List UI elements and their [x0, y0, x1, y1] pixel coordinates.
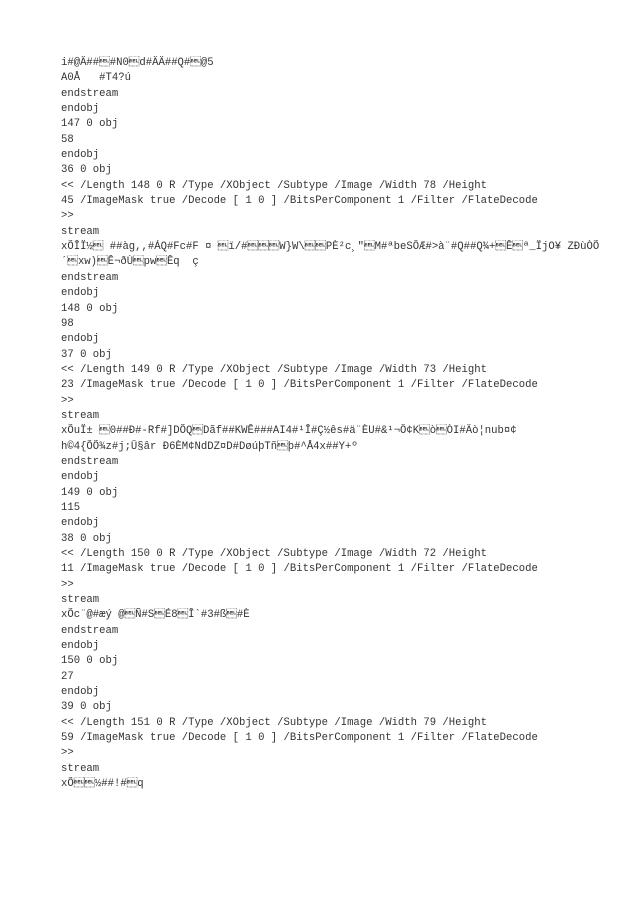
text-line: 147 0 obj [61, 118, 119, 131]
text-line: << /Length 151 0 R /Type /XObject /Subtype /Image /Width 79 /Height [61, 716, 487, 729]
text-line: << /Length 148 0 R /Type /XObject /Subtype /Image /Width 78 /Height [61, 179, 487, 192]
text-line: 37 0 obj [61, 348, 112, 361]
text-line: 98 [61, 317, 74, 330]
text-line: xÕÎÏ½ ##àg,,#ÁQ#Fc#F ¤ ï/#W}W\PÈ²c¸"M#ªbeSÔÆ#>à¨#Q##Q¾+Êª_ÏjO¥ ZÐùÒÕ [61, 241, 600, 254]
text-line: stream [61, 409, 100, 422]
text-line: << /Length 150 0 R /Type /XObject /Subtype /Image /Width 72 /Height [61, 548, 487, 560]
text-line: 148 0 obj [61, 302, 119, 315]
text-line: 115 [61, 501, 81, 514]
text-line: 39 0 obj [61, 701, 112, 714]
text-line: endobj [61, 471, 100, 484]
text-line: ´xw)Ê¬ðÙpwÊq ç [61, 256, 199, 269]
text-line: endobj [61, 149, 100, 162]
text-line: 58 [61, 133, 74, 146]
text-line: i#@Ä###N0d#ÄÄ##Q#@5 [61, 57, 214, 69]
text-line: >> [61, 394, 74, 407]
text-line: 36 0 obj [61, 164, 112, 177]
text-line: endstream [61, 271, 119, 284]
text-line: endobj [61, 686, 100, 699]
text-line: endstream [61, 455, 119, 468]
text-line: 150 0 obj [61, 655, 119, 668]
text-line: endstream [61, 87, 119, 100]
text-line: 38 0 obj [61, 532, 112, 545]
text-line: 27 [61, 670, 74, 683]
text-line: >> [61, 210, 74, 223]
text-line: xÕc¨@#æý @Ñ#SÉ8Î`#3#ß#È [61, 609, 250, 622]
text-line: endobj [61, 333, 100, 346]
text-line: xÕuÏ± 0##Ð#-Rf#]DÕQDãf##KWÊ###AI4#¹Î#Ç½ês#ä¨ÈU#&¹¬Ô¢KòÒI#Äò¦nub¤¢ [61, 425, 517, 438]
text-line: << /Length 149 0 R /Type /XObject /Subtype /Image /Width 73 /Height [61, 363, 487, 376]
text-line: h©4{ÕÕ¾z#j;Û§âr Ð6ÈM¢NdDZ¤D#DøúþTñþ#^Å4x##Y+º [61, 440, 358, 453]
text-line: endobj [61, 517, 100, 530]
text-line: >> [61, 578, 74, 591]
text-line: 11 /ImageMask true /Decode [ 1 0 ] /BitsPerComponent 1 /Filter /FlateDecode [61, 563, 538, 576]
text-line: stream [61, 762, 100, 775]
text-line: endstream [61, 624, 119, 637]
text-line: A0Å #T4?ú [61, 72, 131, 85]
text-line: 59 /ImageMask true /Decode [ 1 0 ] /BitsPerComponent 1 /Filter /FlateDecode [61, 732, 538, 745]
text-line: 149 0 obj [61, 486, 119, 499]
text-line: >> [61, 747, 74, 760]
text-line: endobj [61, 103, 100, 116]
pdf-source-text [61, 56, 631, 793]
text-line: stream [61, 225, 100, 238]
text-line: 45 /ImageMask true /Decode [ 1 0 ] /BitsPerComponent 1 /Filter /FlateDecode [61, 195, 538, 208]
text-line: stream [61, 594, 100, 607]
text-line: 23 /ImageMask true /Decode [ 1 0 ] /BitsPerComponent 1 /Filter /FlateDecode [61, 379, 538, 392]
text-line: endobj [61, 287, 100, 300]
text-line: xÕ½##!#q [61, 778, 144, 791]
text-line: endobj [61, 640, 100, 653]
